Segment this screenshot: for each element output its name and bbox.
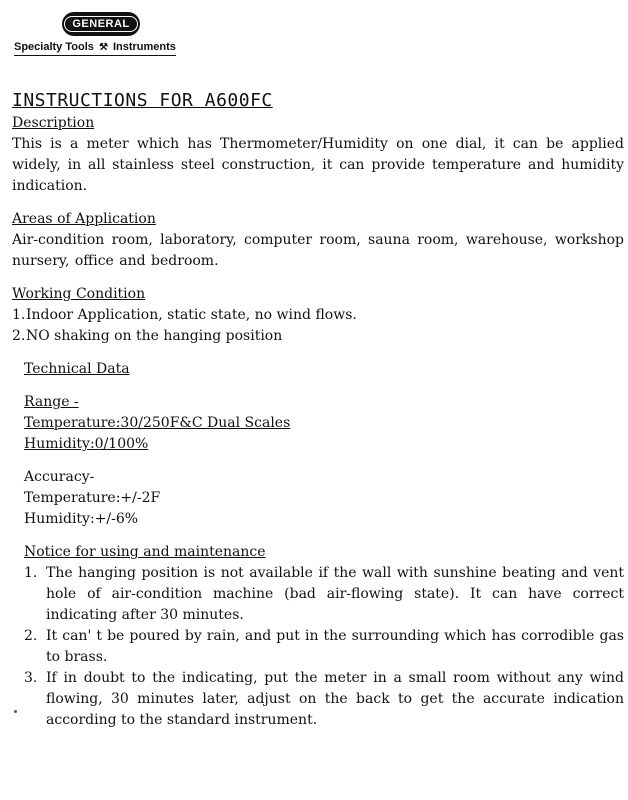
general-logo	[62, 12, 140, 36]
brand-tagline	[14, 41, 176, 56]
brand-right-text: Instruments	[112, 41, 176, 53]
technical-section	[12, 359, 624, 530]
notice-item-text: The hanging position is not available if the wall with sunshine beating and vent hole of air-condition machine (bad air-flowing state). It can have correct indicating after 30 minutes.	[46, 565, 624, 623]
notice-item	[24, 668, 624, 731]
accuracy-humidity: Humidity:+/-6%	[24, 511, 139, 527]
working-item-number: 2.	[12, 328, 26, 344]
working-item-number: 1.	[12, 307, 26, 323]
description-heading: Description	[12, 115, 95, 131]
notice-item-number: 3.	[24, 670, 38, 686]
accuracy-label: Accuracy-	[24, 469, 95, 485]
areas-text: Air-condition room, laboratory, computer room, sauna room, warehouse, workshop nursery, office and bedroom.	[12, 232, 624, 269]
working-item-text: NO shaking on the hanging position	[26, 328, 283, 344]
notice-item-text: If in doubt to the indicating, put the meter in a small room without any wind flowing, 30 minutes later, adjust on the back to get the accurate indication according to the standard instrument.	[46, 670, 624, 728]
description-text: This is a meter which has Thermometer/Humidity on one dial, it can be applied widely, in all stainless steel construction, it can provide temperature and humidity indication.	[12, 136, 624, 194]
notice-list	[12, 563, 624, 731]
working-item	[12, 305, 624, 326]
notice-item-number: 1.	[24, 565, 38, 581]
page-title: INSTRUCTIONS FOR A600FC	[12, 90, 273, 111]
brand-left-text: Specialty Tools	[14, 41, 94, 53]
tools-icon: ⚒	[98, 42, 108, 53]
technical-heading: Technical Data	[24, 361, 130, 377]
range-label: Range -	[24, 394, 79, 410]
notice-heading: Notice for using and maintenance	[24, 544, 266, 560]
notice-item-number: 2.	[24, 628, 38, 644]
notice-item	[24, 563, 624, 626]
logo-text: GENERAL	[64, 16, 137, 32]
working-item-text: Indoor Application, static state, no wind flows.	[26, 307, 357, 323]
working-item	[12, 326, 624, 347]
document-body	[12, 90, 624, 731]
scan-speck	[14, 710, 17, 713]
range-temperature: Temperature:30/250F&C Dual Scales	[24, 415, 291, 431]
areas-heading: Areas of Application	[12, 211, 156, 227]
range-humidity: Humidity:0/100%	[24, 436, 149, 452]
accuracy-temperature: Temperature:+/-2F	[24, 490, 161, 506]
working-heading: Working Condition	[12, 286, 146, 302]
notice-item-text: It can' t be poured by rain, and put in the surrounding which has corrodible gas to brass.	[46, 628, 624, 665]
notice-item	[24, 626, 624, 668]
